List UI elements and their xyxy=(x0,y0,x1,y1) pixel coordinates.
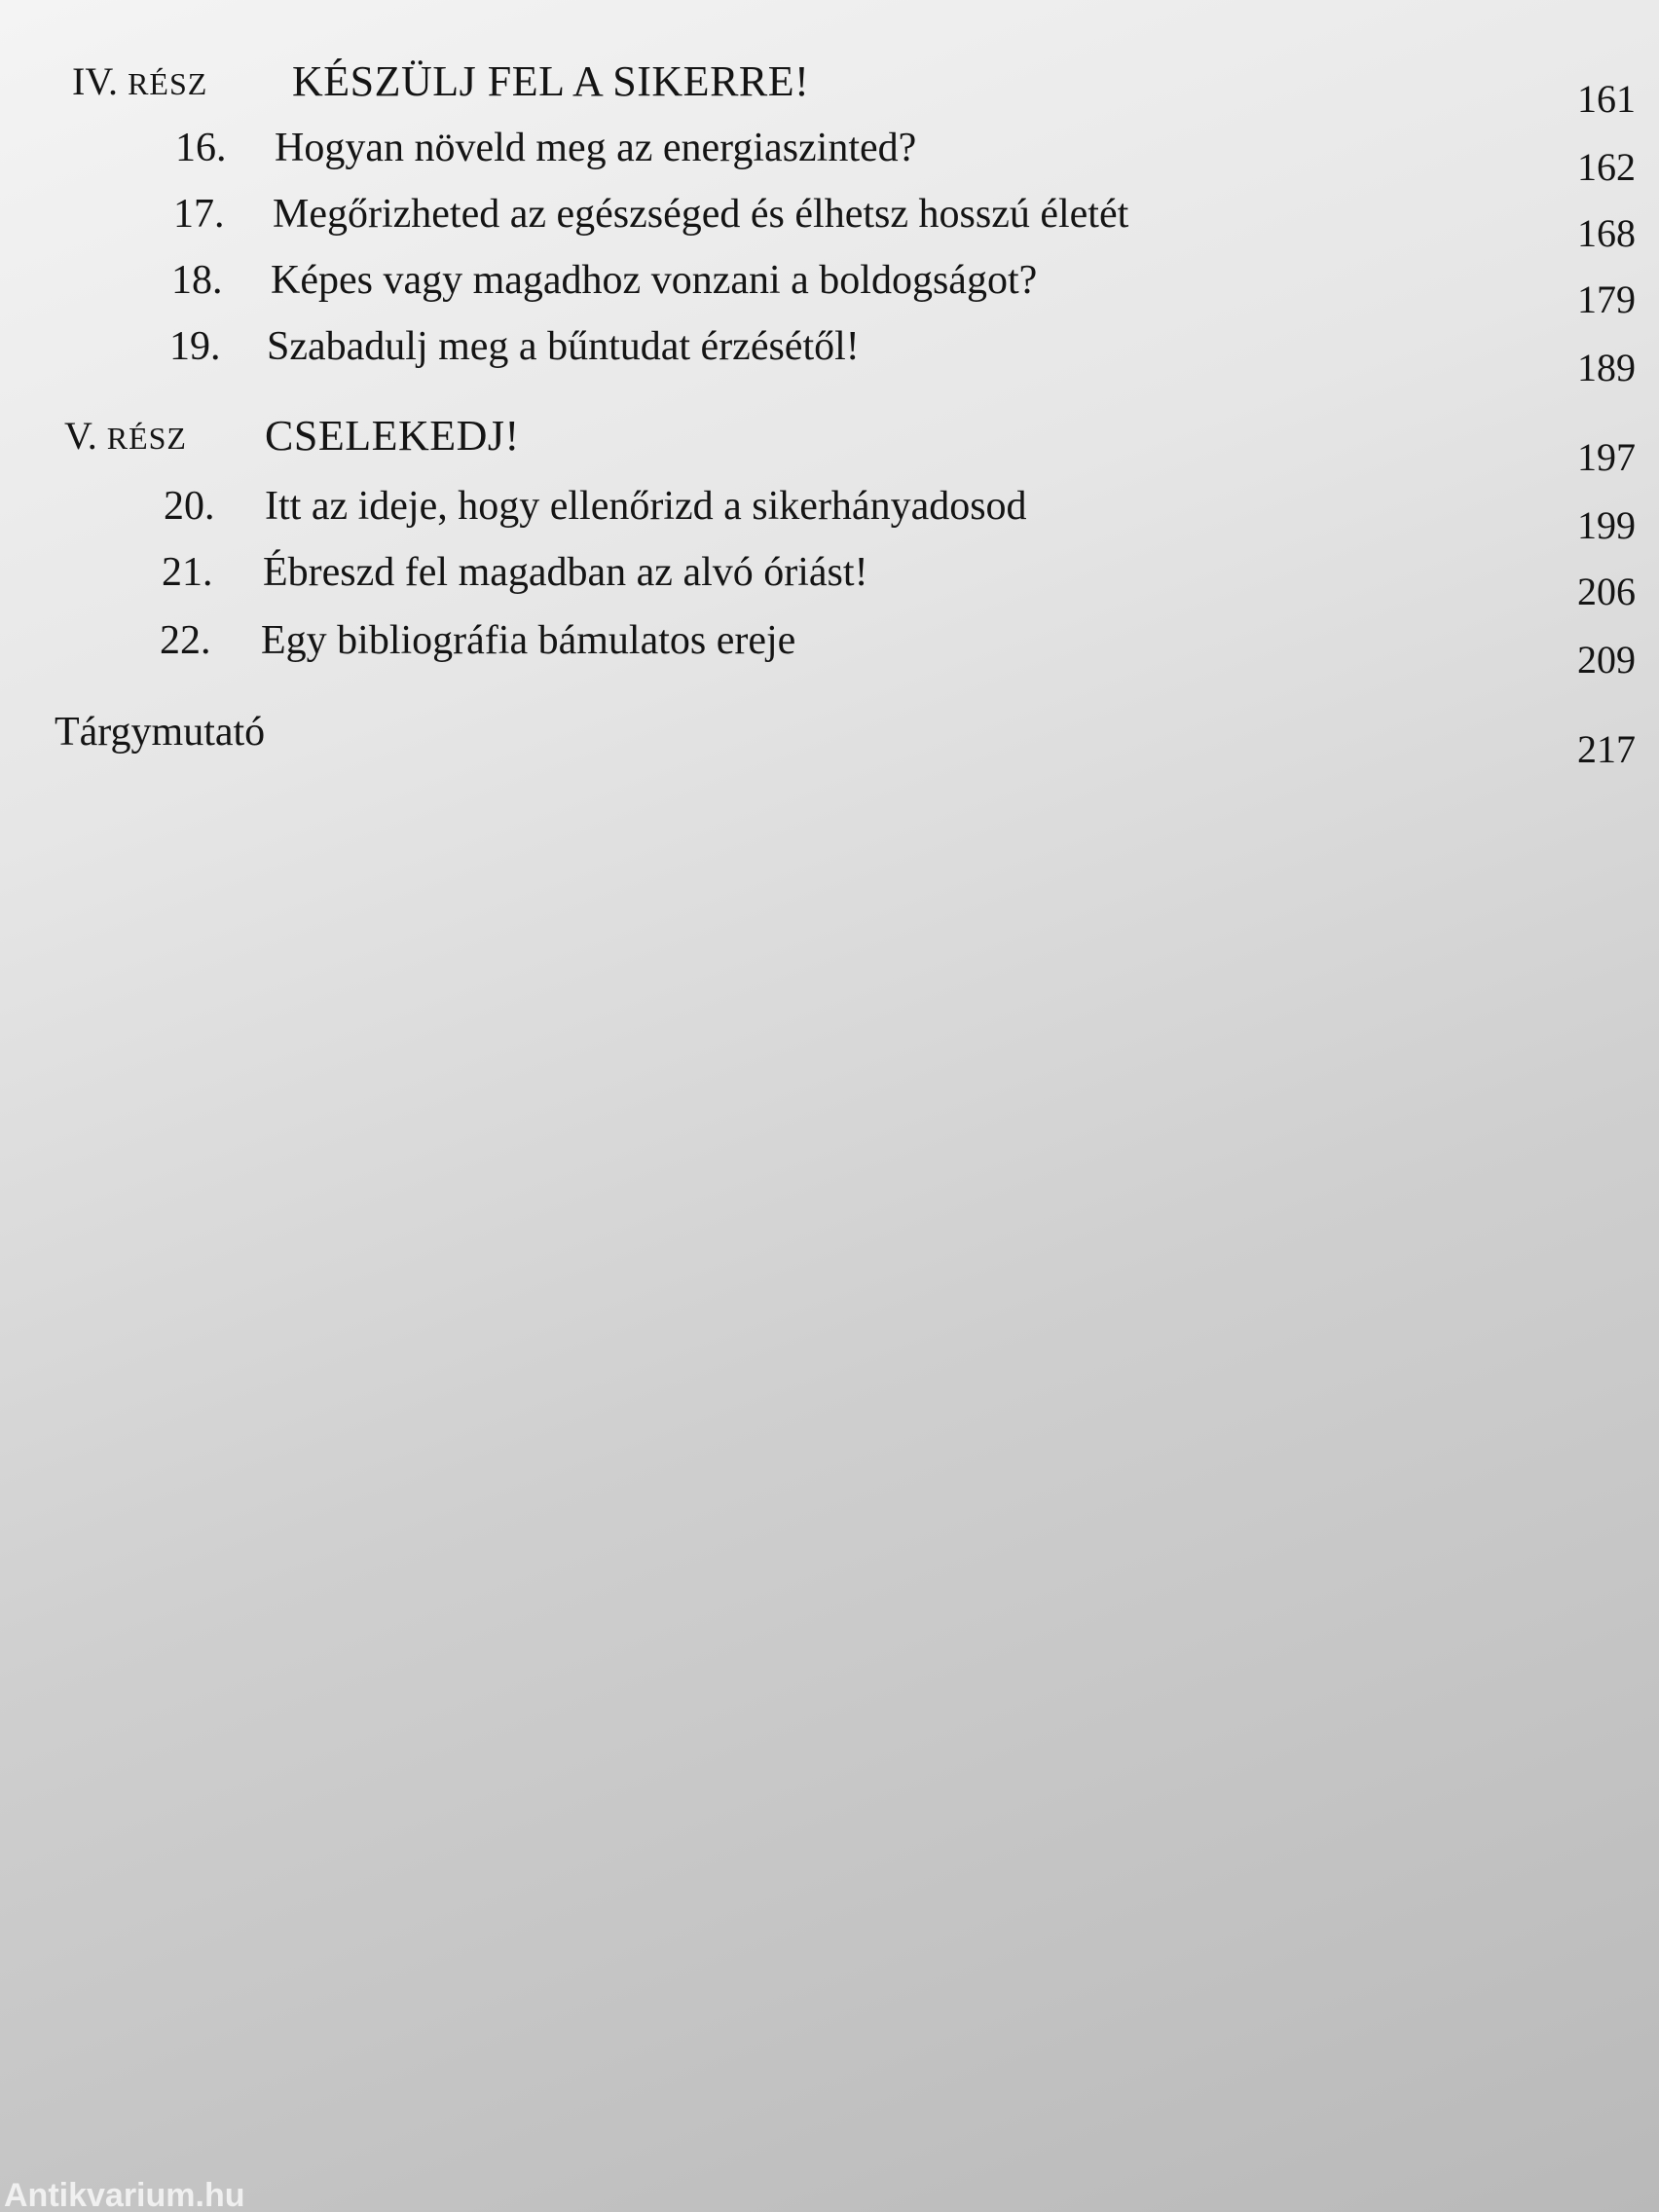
page-number: 217 xyxy=(1577,727,1636,771)
chapter-number: 19. xyxy=(169,324,221,369)
part-heading-v xyxy=(0,412,1659,479)
page-number: 161 xyxy=(1577,77,1636,121)
part-title: KÉSZÜLJ FEL A SIKERRE! xyxy=(292,57,810,105)
part-label xyxy=(64,413,187,459)
chapter-title: Ébreszd fel magadban az alvó óriást! xyxy=(263,550,868,595)
page-number: 189 xyxy=(1577,346,1636,389)
index-title: Tárgymutató xyxy=(55,710,266,755)
chapter-number: 22. xyxy=(160,618,211,663)
part-numeral: IV. xyxy=(72,59,119,103)
page-number: 206 xyxy=(1577,570,1636,613)
chapter-title: Képes vagy magadhoz vonzani a boldogságot? xyxy=(271,258,1038,303)
chapter-number: 16. xyxy=(175,126,227,170)
chapter-title: Egy bibliográfia bámulatos ereje xyxy=(261,618,796,663)
chapter-title: Megőrizheted az egészséged és élhetsz hosszú életét xyxy=(273,192,1129,237)
part-title: CSELEKEDJ! xyxy=(265,412,520,460)
chapter-number: 18. xyxy=(171,258,223,303)
page-number: 197 xyxy=(1577,435,1636,479)
part-label xyxy=(72,58,207,104)
toc-entry-22 xyxy=(0,617,1659,682)
toc-entry-17 xyxy=(0,191,1659,255)
toc-entry-16 xyxy=(0,125,1659,189)
chapter-number: 21. xyxy=(162,550,213,595)
part-numeral: V. xyxy=(64,414,97,458)
toc-entry-18 xyxy=(0,257,1659,321)
page-number: 162 xyxy=(1577,145,1636,189)
toc-entry-index xyxy=(0,709,1659,771)
toc-entry-20 xyxy=(0,483,1659,547)
part-word: RÉSZ xyxy=(128,66,208,101)
chapter-title: Hogyan növeld meg az energiaszinted? xyxy=(275,126,917,170)
watermark-footer: Antikvarium.hu xyxy=(4,2179,245,2212)
part-word: RÉSZ xyxy=(106,421,187,456)
chapter-number: 20. xyxy=(164,484,215,529)
page-number: 209 xyxy=(1577,638,1636,682)
page-number: 199 xyxy=(1577,503,1636,547)
toc-entry-19 xyxy=(0,323,1659,389)
page-number: 168 xyxy=(1577,211,1636,255)
chapter-title: Itt az ideje, hogy ellenőrizd a sikerhányadosod xyxy=(265,484,1027,529)
chapter-number: 17. xyxy=(173,192,225,237)
page-number: 179 xyxy=(1577,277,1636,321)
part-heading-iv xyxy=(0,57,1659,121)
chapter-title: Szabadulj meg a bűntudat érzésétől! xyxy=(267,324,860,369)
toc-entry-21 xyxy=(0,549,1659,613)
